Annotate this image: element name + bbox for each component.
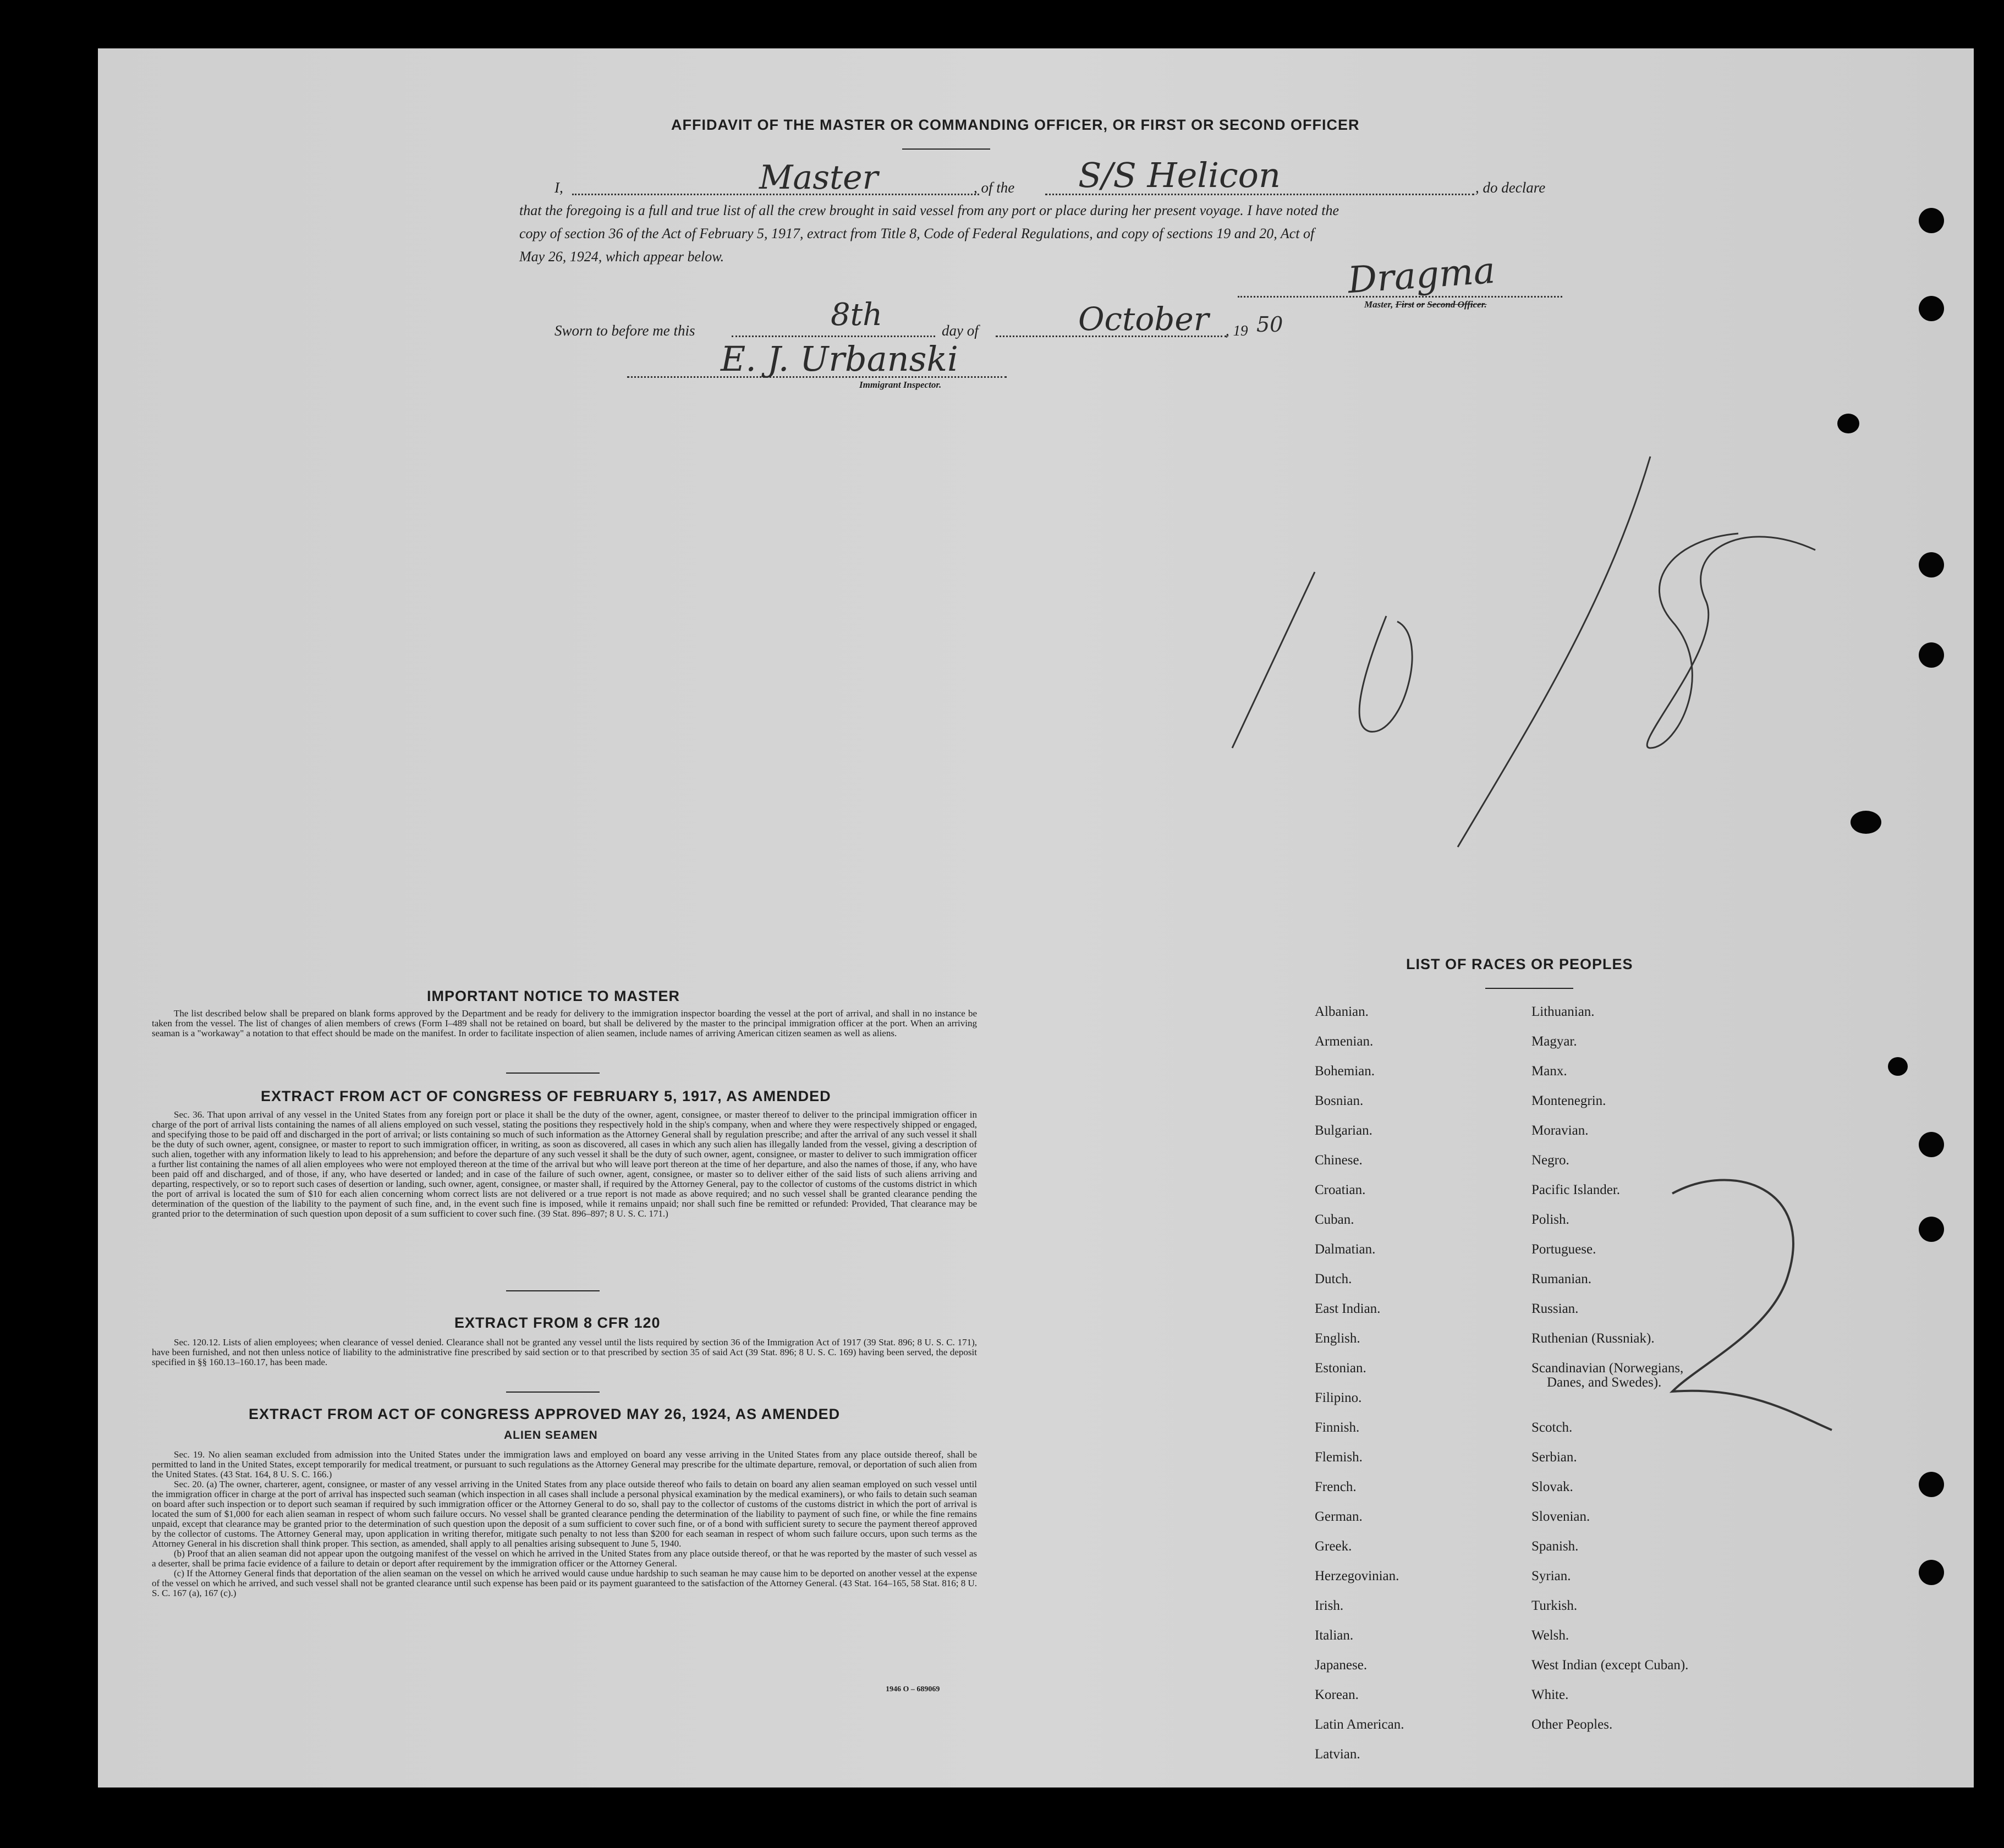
officer-signature: Dragma [1346,249,1497,302]
inspector-caption: Immigrant Inspector. [859,380,942,390]
extract-8cfr-text [152,1338,977,1367]
race-item: Korean. [1315,1687,1359,1702]
race-item: Other Peoples. [1531,1717,1613,1732]
alien-seamen-subheading: ALIEN SEAMEN [504,1429,598,1442]
sec-36-paragraph: Sec. 36. That upon arrival of any vessel in the United States from any foreign port or place it shall be the duty of the owner, agent, consignee, or master thereof to deliver to the principal immigration officer in charge of the port of arrival lists containing the names of all aliens employed on such vessel, stating the positions they respectively hold in the ship's company, when and where they were respectively shipped or engaged, and specifying those to be paid off and discharged in the port of arrival; or lists containing so much of such information as the Attorney General shall by regulation prescribe; and after the arrival of any such vessel it shall be the duty of such owner, agent, consignee, or master to report to such immigration officer, in writing, as soon as discovered, all cases in which any such alien has illegally landed from the vessel, giving a description of such alien, together with any information likely to lead to his apprehension; and before the departure of any such vessel it shall be the duty of such owner, agent, consignee, or master to deliver to such immigration officer a further list containing the names of all alien employees who were not employed thereon at the time of the arrival but who will leave port thereon at the time of her departure, and also the names of those, if any, who have been paid off and discharged, and of those, if any, who have deserted or landed; and in case of the failure of such owner, agent, consignee, or master so to deliver either of the said lists of such aliens arriving and departing, respectively, or so to report such cases of desertion or landing, such owner, agent, consignee, or master shall, if required by the Attorney General, pay to the collector of customs of the customs district in which the port of arrival is located the sum of $10 for each alien concerning whom correct lists are not delivered or a true report is not made as above required; and no such vessel shall be granted clearance pending the determination of the question of the liability to the payment of such fine, and, in the event such fine is imposed, while it remains unpaid; nor shall such fine be remitted or refunded: Provided, That clearance may be granted prior to the determination of such question upon deposit of a sum sufficient to cover such fine. (39 Stat. 896–897; 8 U. S. C. 171.) [152,1109,977,1219]
notice-text [152,1009,977,1038]
page-mark-stroke [1672,1180,1832,1430]
race-item: Chinese. [1315,1153,1363,1168]
affidavit-line-1: that the foregoing is a full and true list of all the crew brought in said vessel from any port or place during her present voyage. I have noted the [519,202,1339,218]
day-line [732,336,935,337]
notice-heading: IMPORTANT NOTICE TO MASTER [427,988,680,1004]
race-item: Croatian. [1315,1182,1366,1197]
race-item: Manx. [1531,1064,1567,1079]
race-item: Rumanian. [1531,1272,1592,1286]
affidavit-line-2: copy of section 36 of the Act of February 5, 1917, extract from Title 8, Code of Federal Regulations, and copy of sections 19 and 20, Act of [519,226,1315,241]
punch-hole [1919,552,1944,578]
race-item: Magyar. [1531,1034,1577,1049]
race-item: East Indian. [1315,1301,1381,1316]
race-item: Cuban. [1315,1212,1354,1227]
punch-hole [1851,811,1881,834]
race-item: Italian. [1315,1628,1354,1643]
sec-19-paragraph: Sec. 19. No alien seaman excluded from admission into the United States under the immigration laws and employed on board any vesse arriving in the United States from any place outside thereof, shall be permitted to land in the United States, except temporarily for medical treatment, or pursuant to such regulations as the Attorney General may prescribe for the ultimate departure, removal, or deportation of such alien from the United States. (43 Stat. 164, 8 U. S. C. 166.) [152,1449,977,1480]
officer-caption [1364,299,1487,310]
month-handwritten: October [1078,300,1209,338]
sec-120-paragraph: Sec. 120.12. Lists of alien employees; when clearance of vessel denied. Clearance shall not be granted any vessel until the lists required by section 36 of the Immigration Act of 1917 (39 Stat. 896; 8 U. S. C. 171), have been furnished, and not then unless notice of liability to the administrative fine prescribed by said section or to that prescribed by section 35 of said Act (39 Stat. 896; 8 U. S. C. 169) having been served, the deposit specified in §§ 160.13–160.17, has been made. [152,1337,977,1367]
affidavit-line-3: May 26, 1924, which appear below. [519,249,724,265]
race-item: Montenegrin. [1531,1093,1606,1108]
punch-hole [1919,642,1944,668]
notice-paragraph: The list described below shall be prepared on blank forms approved by the Department and be ready for delivery to the immigration inspector boarding the vessel at the port of arrival, and shall in no instance be taken from the vessel. The list of changes of alien members of crews (Form I–489 shall not be retained on board, but shall be delivered by the master to the principal immigration officer at the port. When an arriving seaman is a "workaway" a notation to that effect should be made on the manifest. In order to facilitate inspection of alien seamen, include names of arriving American citizen seamen as well as aliens. [152,1008,977,1038]
extract-8cfr-heading: EXTRACT FROM 8 CFR 120 [454,1314,661,1331]
caption-first-struck: First [1395,299,1414,310]
date-mark-stroke-1 [1232,572,1315,748]
extract-1917-text [152,1110,977,1219]
race-item: Negro. [1531,1153,1569,1168]
races-left-column [1315,1004,1404,1777]
year-prefix: , 19 [1226,322,1248,339]
caption-or-struck: or [1416,299,1425,310]
race-item: Lithuanian. [1531,1004,1595,1019]
do-declare-label: , do declare [1475,179,1546,196]
sec-20a-paragraph: Sec. 20. (a) The owner, charterer, agent, consignee, or master of any vessel arriving in the United States from any place outside thereof who fails to detain on board any alien seaman employed on such vessel until the immigration officer in charge at the port of arrival has inspected such seaman (which inspection in all cases shall include a personal physical examination by the medical examiners), or who fails to detain such seaman on board after such inspection or to deport such seaman if required by such immigration officer or the Attorney General to do so, shall pay to the collector of customs of the customs district in which the port of arrival is located the sum of $1,000 for each alien seaman in respect of whom such failure occurs. No vessel shall be granted clearance pending the determination of the liability to payment of such fine, or while the fine remains unpaid, except that clearance may be granted prior to the determination of such question upon the deposit of a sum sufficient to cover such fine, or of a bond with sufficient surety to secure the payment thereof approved by the collector of customs. The Attorney General may, upon application in writing therefor, mitigate such penalty to not less than $200 for each seaman in respect of whom such failure occurs, upon such terms as the Attorney General in his discretion shall think proper. This section, as amended, shall apply to all penalties arising subsequent to June 5, 1940. [152,1479,977,1549]
races-heading: LIST OF RACES OR PEOPLES [1406,956,1633,972]
race-item: Moravian. [1531,1123,1589,1138]
sec-20c-paragraph: (c) If the Attorney General finds that deportation of the alien seaman on the vessel on which he arrived would cause undue hardship to such seaman he may cause him to be deported on another vessel at the expense of the vessel on which he arrived, and such vessel shall not be granted clearance until such expense has been paid or its payment guaranteed to the satisfaction of the Attorney General. (43 Stat. 164–165, 58 Stat. 816; 8 U. S. C. 167 (a), 167 (c).) [152,1568,977,1598]
race-item: Armenian. [1315,1034,1374,1049]
race-item: White. [1531,1687,1569,1702]
year-handwritten: 50 [1256,312,1283,337]
punch-hole [1837,414,1859,433]
race-item: Flemish. [1315,1450,1363,1465]
punch-hole [1919,296,1944,321]
race-item: Irish. [1315,1598,1344,1613]
race-item: Slovenian. [1531,1509,1590,1524]
race-item: Ruthenian (Russniak). [1531,1331,1655,1346]
race-item: Finnish. [1315,1420,1360,1435]
race-item: Polish. [1531,1212,1569,1227]
sworn-label: Sworn to before me this [554,322,695,339]
extract-1924-heading: EXTRACT FROM ACT OF CONGRESS APPROVED MAY 26, 1924, AS AMENDED [249,1406,841,1422]
affidavit-heading: AFFIDAVIT OF THE MASTER OR COMMANDING OFFICER, OR FIRST OR SECOND OFFICER [671,117,1360,133]
print-code: 1946 O – 689069 [886,1685,940,1693]
race-item: Bulgarian. [1315,1123,1372,1138]
date-mark [1309,572,1310,573]
race-item: Serbian. [1531,1450,1577,1465]
race-item: Estonian. [1315,1361,1366,1376]
race-item: Welsh. [1531,1628,1569,1643]
race-item: Bohemian. [1315,1064,1375,1079]
punch-hole [1919,208,1944,233]
race-item: Slovak. [1531,1480,1573,1494]
race-item: Russian. [1531,1301,1579,1316]
punch-hole [1888,1057,1908,1076]
extract-1917-heading: EXTRACT FROM ACT OF CONGRESS OF FEBRUARY 5, 1917, AS AMENDED [261,1088,831,1104]
race-item: West Indian (except Cuban). [1531,1658,1689,1673]
race-item: Danes, and Swedes). [1547,1375,1662,1390]
extract-8cfr-rule [506,1392,600,1393]
race-item: Spanish. [1531,1539,1579,1554]
race-item: Japanese. [1315,1658,1368,1673]
day-handwritten: 8th [831,297,883,333]
caption-master: Master, [1364,299,1393,310]
race-item: Dutch. [1315,1272,1352,1286]
date-mark-stroke-8 [1647,534,1815,748]
punch-hole [1919,1217,1944,1242]
race-item: German. [1315,1509,1363,1524]
race-item: Scotch. [1531,1420,1573,1435]
races-right-column [1531,1004,1688,1747]
i-label: I, [554,179,563,196]
race-item: Scandinavian (Norwegians, [1531,1361,1684,1376]
caption-second-officer-struck: Second Officer. [1427,299,1487,310]
notice-rule [506,1072,600,1074]
races-rule [1485,988,1573,989]
extract-1924-text [152,1450,977,1598]
punch-hole [1919,1132,1944,1157]
date-mark-drawing [1221,440,1837,858]
race-item: Herzegovinian. [1315,1569,1399,1583]
date-mark-slash [1458,457,1650,847]
inspector-signature: E. J. Urbanski [721,339,958,379]
day-of-label: day of [942,322,979,339]
punch-hole [1919,1472,1944,1497]
master-handwritten: Master [759,158,879,197]
race-item: Pacific Islander. [1531,1182,1621,1197]
race-item: Latvian. [1315,1747,1360,1762]
race-item: Syrian. [1531,1569,1571,1583]
heading-rule [902,148,990,150]
vessel-handwritten: S/S Helicon [1078,155,1281,195]
race-item: Portuguese. [1531,1242,1596,1257]
of-the-label: , of the [974,179,1015,196]
extract-1917-rule [506,1290,600,1291]
race-item: Turkish. [1531,1598,1578,1613]
sec-20b-paragraph: (b) Proof that an alien seaman did not appear upon the outgoing manifest of the vessel on which he arrived in the United States from any place outside thereof, or that he was reported by the master of such vessel as a deserter, shall be prima facie evidence of a failure to detain or deport after requirement by the immigration officer or the Attorney General. [152,1548,977,1569]
race-item: Latin American. [1315,1717,1404,1732]
race-item: Bosnian. [1315,1093,1364,1108]
race-item: Greek. [1315,1539,1352,1554]
race-item: English. [1315,1331,1360,1346]
race-item: Dalmatian. [1315,1242,1376,1257]
date-mark-stroke-0 [1359,616,1412,732]
race-item: French. [1315,1480,1357,1494]
punch-hole [1919,1560,1944,1585]
race-item: Albanian. [1315,1004,1369,1019]
race-item: Filipino. [1315,1390,1362,1405]
